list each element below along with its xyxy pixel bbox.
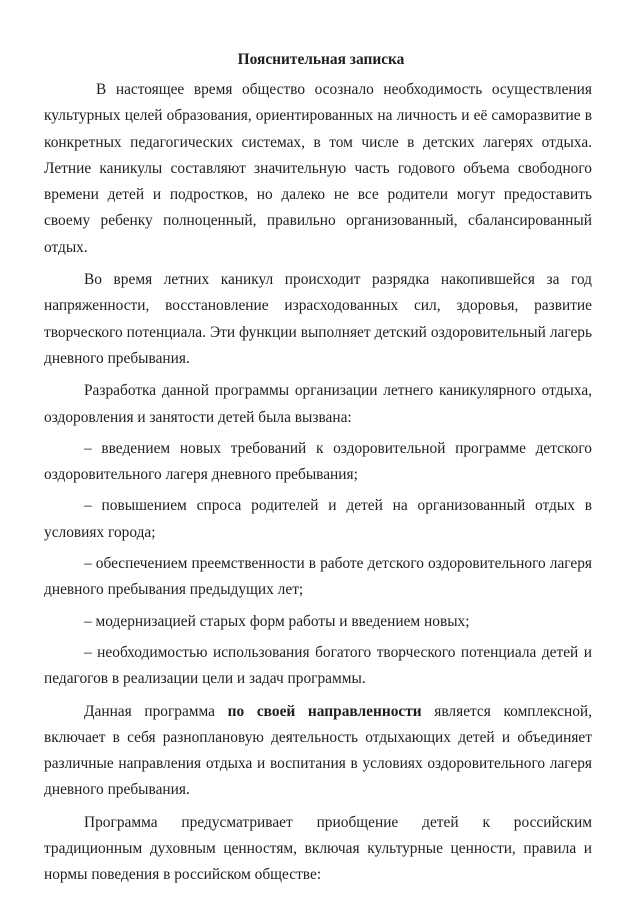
paragraph-intro: В настоящее время общество осознало необходимость осуществления культурных целей образования, ориентированных на личность и её саморазвитие в конкретных педагогических системах, в том числе в детских лагерях отдыха. Летние каникулы составляют значительную часть годового объема свободного времени детей и подростков, но далеко не все родители могут предоставить своему ребенку полноценный, правильно организованный, сбалансированный отдых. [44, 81, 592, 256]
paragraph-traditional-values: Программа предусматривает приобщение детей к российским традиционным духовным ценностям, включая культурные ценности, правила и нормы поведения в российском обществе: [44, 813, 592, 884]
direction-bold-phrase: по своей направленности [227, 702, 422, 720]
page-title: Пояснительная записка [237, 51, 405, 68]
list-item-reason-5: – необходимостью использования богатого творческого потенциала детей и педагогов в реализации цели и задач программы. [44, 643, 592, 688]
list-item-reason-1: – введением новых требований к оздоровительной программе детского оздоровительного лагеря дневного пребывания; [44, 439, 592, 484]
document-body [44, 47, 592, 894]
paragraph-summer-holidays: Во время летних каникул происходит разрядка накопившейся за год напряженности, восстановление израсходованных сил, здоровья, развитие творческого потенциала. Эти функции выполняет детский оздоровительный лагерь дневного пребывания. [44, 271, 592, 367]
direction-text-after: является комплексной, включает в себя разноплановую деятельность отдыхающих детей и объединяет различные направления отдыха и воспитания в условиях оздоровительного лагеря дневного пребывания. [44, 702, 592, 799]
list-item-reason-4: – модернизацией старых форм работы и введением новых; [84, 612, 470, 630]
paragraph-program-direction [44, 699, 592, 804]
list-item-reason-2: – повышением спроса родителей и детей на организованный отдых в условиях города; [44, 497, 592, 541]
paragraph-program-reasons: Разработка данной программы организации летнего каникулярного отдыха, оздоровления и занятости детей была вызвана: [44, 382, 592, 426]
list-item-reason-3: – обеспечением преемственности в работе детского оздоровительного лагеря дневного пребывания предыдущих лет; [44, 555, 592, 599]
direction-text-before: Данная программа [84, 702, 228, 720]
